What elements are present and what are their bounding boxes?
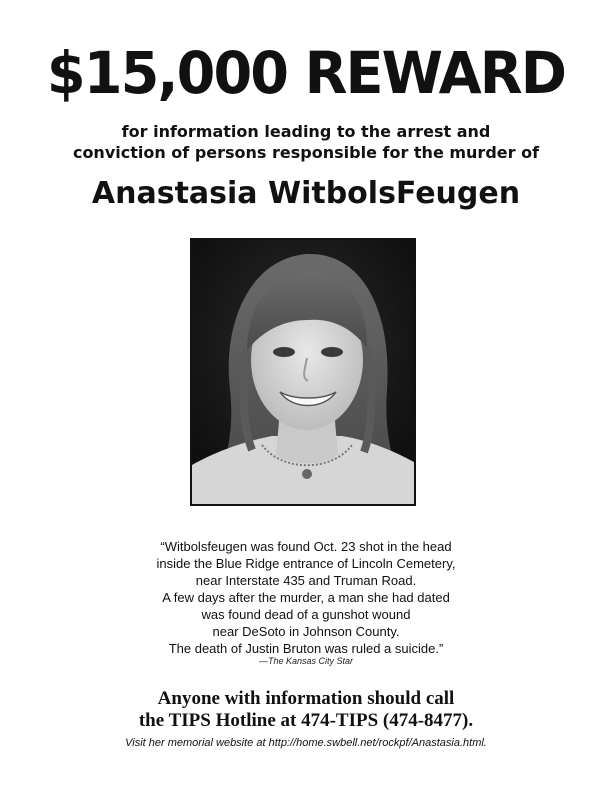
quote-line: “Witbolsfeugen was found Oct. 23 shot in the head (160, 539, 452, 554)
call-line: Anyone with information should call (157, 688, 455, 709)
news-quote (0, 538, 612, 657)
quote-line: near DeSoto in Johnson County. (212, 624, 400, 639)
quote-line: inside the Blue Ridge entrance of Lincoln Cemetery, (156, 556, 456, 571)
quote-source: —The Kansas City Star (258, 656, 354, 666)
reward-headline: $15,000 REWARD (46, 39, 566, 107)
quote-line: near Interstate 435 and Truman Road. (195, 573, 417, 588)
quote-line: The death of Justin Bruton was ruled a suicide.” (168, 641, 444, 656)
portrait-image (192, 240, 414, 504)
victim-photo (190, 238, 416, 506)
call-to-action (0, 688, 612, 732)
call-line: the TIPS Hotline at 474-TIPS (474-8477). (138, 710, 474, 731)
victim-name: Anastasia WitbolsFeugen (91, 176, 521, 211)
subheading-line: conviction of persons responsible for the murder of (72, 143, 540, 162)
quote-line: was found dead of a gunshot wound (201, 607, 411, 622)
quote-line: A few days after the murder, a man she had dated (162, 590, 450, 605)
memorial-note: Visit her memorial website at http://home.swbell.net/rockpf/Anastasia.html. (125, 737, 487, 749)
subheading (0, 121, 612, 163)
subheading-line: for information leading to the arrest and (121, 122, 491, 141)
